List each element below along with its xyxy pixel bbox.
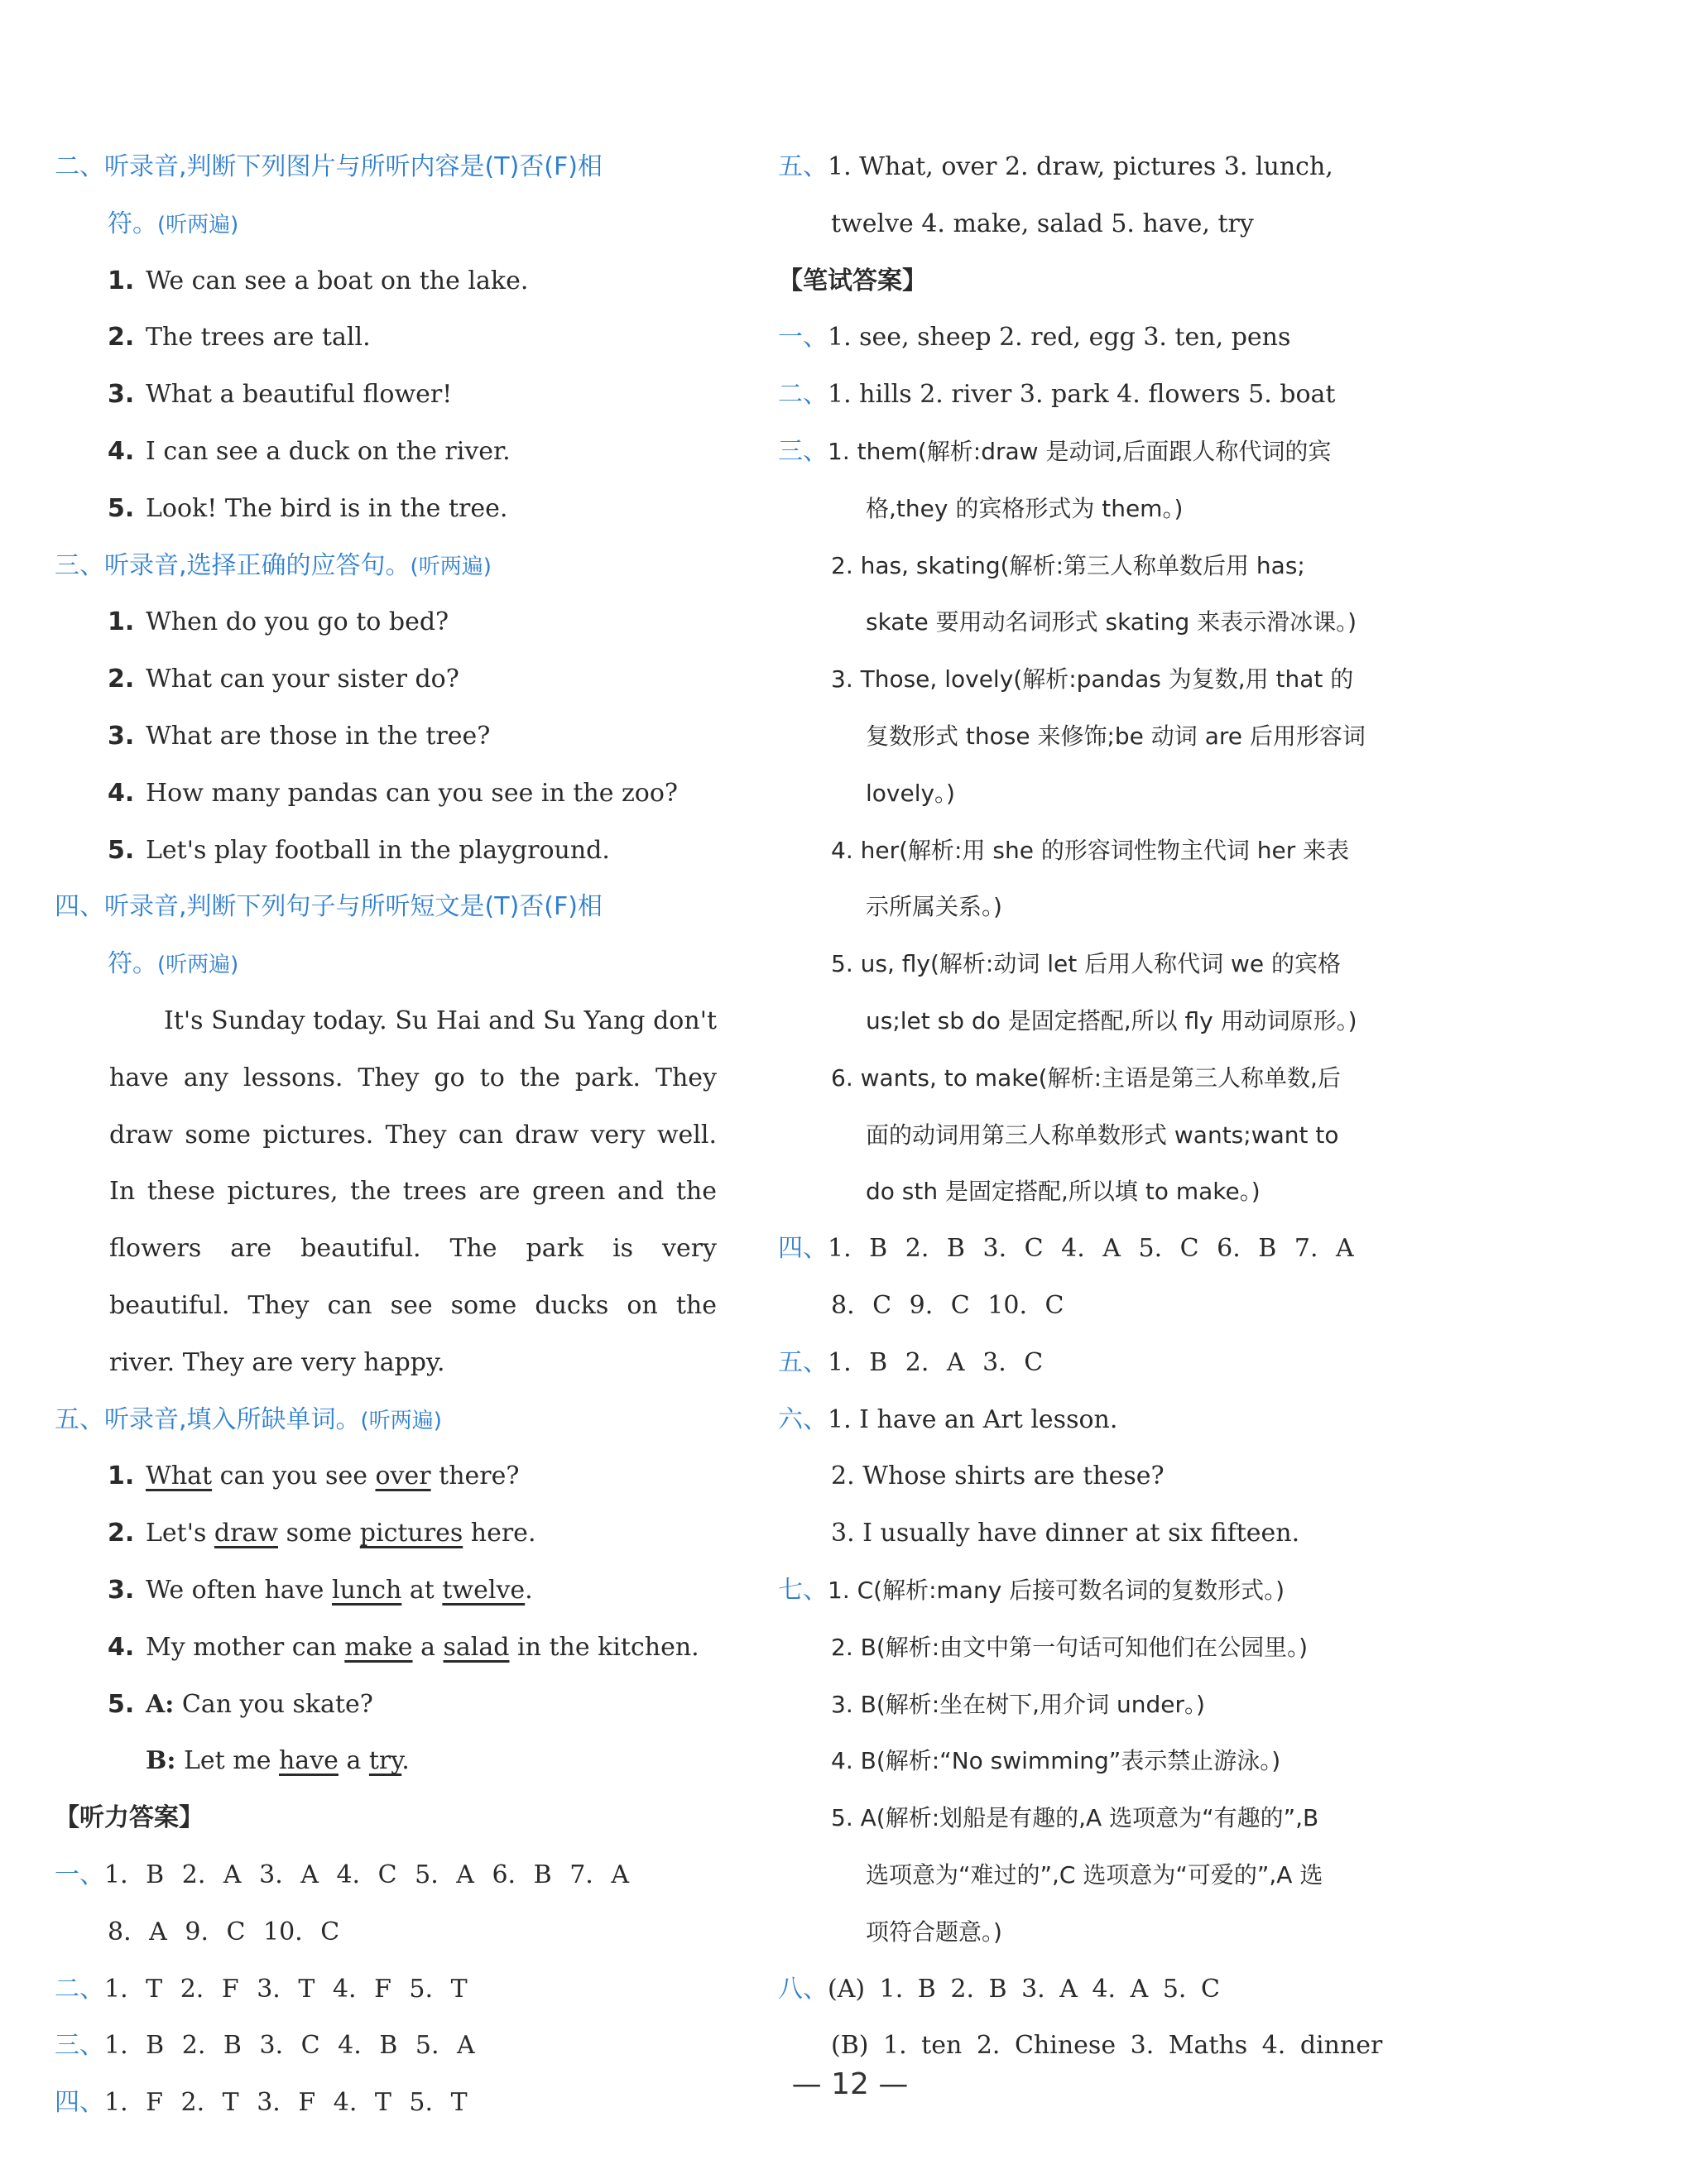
section-5-title: 五、听录音,填入所缺单词。(听两遍): [55, 1404, 442, 1434]
answer-row: 二、1. hills 2. river 3. park 4. flowers 5. boat: [778, 380, 1336, 410]
answer-row: 3. Those, lovely(解析:pandas 为复数,用 that 的: [831, 665, 1354, 694]
section-4-title: 四、听录音,判断下列句子与所听短文是(T)否(F)相: [55, 892, 603, 922]
answer-row: 五、1. What, over 2. draw, pictures 3. lunch,: [778, 152, 1333, 181]
answer-row: 2. has, skating(解析:第三人称单数后用 has;: [831, 551, 1305, 579]
fill-item: 5. A: Can you skate?: [108, 1689, 373, 1719]
answer-row: 面的动词用第三人称单数形式 wants;want to: [866, 1121, 1339, 1149]
left-column: [55, 139, 717, 2132]
answer-row: 4. B(解析:“No swimming”表示禁止游泳。): [831, 1747, 1281, 1775]
answer-row: 5. us, fly(解析:动词 let 后用人称代词 we 的宾格: [831, 950, 1342, 978]
answer-row: 三、1. them(解析:draw 是动词,后面跟人称代词的宾: [778, 436, 1332, 466]
answer-row: 8. C 9. C 10. C: [831, 1290, 1064, 1320]
answer-row: 六、1. I have an Art lesson.: [778, 1404, 1118, 1434]
answer-row: 3. B(解析:坐在树下,用介词 under。): [831, 1690, 1205, 1718]
answer-row: 选项意为“难过的”,C 选项意为“可爱的”,A 选: [866, 1860, 1323, 1889]
fill-item: 4. My mother can make a salad in the kitchen.: [108, 1632, 699, 1662]
answer-row: skate 要用动名词形式 skating 来表示滑冰课。): [866, 608, 1357, 636]
answer-row: 5. A(解析:划船是有趣的,A 选项意为“有趣的”,B: [831, 1804, 1319, 1832]
answer-row: 8. A 9. C 10. C: [108, 1917, 340, 1946]
section-2-title: 二、听录音,判断下列图片与所听内容是(T)否(F)相: [55, 152, 603, 181]
list-item: 2. What can your sister do?: [108, 665, 459, 694]
list-item: 1. When do you go to bed?: [108, 607, 449, 637]
listening-answers-heading: 【听力答案】: [55, 1803, 204, 1833]
fill-item: 3. We often have lunch at twelve.: [108, 1575, 533, 1605]
section-4-title-cont: 符。(听两遍): [108, 949, 239, 979]
fill-item: B: Let me have a try.: [146, 1746, 410, 1776]
answer-row: 四、1. B 2. B 3. C 4. A 5. C 6. B 7. A: [778, 1234, 1354, 1264]
passage: It's Sunday today. Su Hai and Su Yang don't have any lessons. They go to the park. They draw some pictures. They can draw very well. In these pictures, the trees are green and the flowers are beautiful. The park is very beautiful. They can see some ducks on the river. They are very happy.: [109, 1006, 717, 1377]
answer-row: 一、1. see, sheep 2. red, egg 3. ten, pens: [778, 323, 1291, 353]
answer-row: 格,they 的宾格形式为 them。): [866, 494, 1184, 522]
list-item: 4. I can see a duck on the river.: [108, 436, 511, 466]
section-2-title-cont: 符。(听两遍): [108, 209, 239, 238]
answer-row: 复数形式 those 来修饰;be 动词 are 后用形容词: [866, 722, 1366, 750]
answer-row: lovely。): [866, 779, 955, 807]
fill-item: 1. What can you see over there?: [108, 1462, 520, 1491]
list-item: 1. We can see a boat on the lake.: [108, 266, 529, 295]
answer-row: do sth 是固定搭配,所以填 to make。): [866, 1178, 1261, 1206]
answer-row: 五、1. B 2. A 3. C: [778, 1347, 1044, 1377]
answer-row: 三、1. B 2. B 3. C 4. B 5. A: [55, 2031, 475, 2061]
answer-row: 4. her(解析:用 she 的形容词性物主代词 her 来表: [831, 836, 1350, 864]
written-answers-heading: 【笔试答案】: [778, 266, 927, 295]
list-item: 5. Let's play football in the playground.: [108, 835, 610, 865]
list-item: 3. What a beautiful flower!: [108, 380, 453, 410]
answer-row: 3. I usually have dinner at six fifteen.: [831, 1519, 1300, 1548]
answer-row: 八、(A) 1. B 2. B 3. A 4. A 5. C: [778, 1974, 1220, 2004]
answer-row: 二、1. T 2. F 3. T 4. F 5. T: [55, 1974, 468, 2004]
answer-row: 2. B(解析:由文中第一句话可知他们在公园里。): [831, 1633, 1309, 1661]
right-column: [778, 139, 1440, 2075]
list-item: 5. Look! The bird is in the tree.: [108, 493, 508, 523]
answer-row: 一、1. B 2. A 3. A 4. C 5. A 6. B 7. A: [55, 1860, 630, 1889]
section-3-title: 三、听录音,选择正确的应答句。(听两遍): [55, 550, 492, 580]
answer-row: 示所属关系。): [866, 893, 1002, 921]
answer-row: 6. wants, to make(解析:主语是第三人称单数,后: [831, 1063, 1341, 1092]
answer-row: 2. Whose shirts are these?: [831, 1462, 1165, 1491]
answer-row: 项符合题意。): [866, 1918, 1002, 1946]
fill-item: 2. Let's draw some pictures here.: [108, 1519, 536, 1548]
answer-row: 四、1. F 2. T 3. F 4. T 5. T: [55, 2088, 468, 2118]
list-item: 3. What are those in the tree?: [108, 721, 491, 751]
answer-row: us;let sb do 是固定搭配,所以 fly 用动词原形。): [866, 1006, 1357, 1034]
page-number: — 12 —: [791, 2067, 909, 2101]
answer-row: (B) 1. ten 2. Chinese 3. Maths 4. dinner: [831, 2031, 1383, 2061]
answer-row: twelve 4. make, salad 5. have, try: [831, 209, 1254, 238]
answer-row: 七、1. C(解析:many 后接可数名词的复数形式。): [778, 1575, 1285, 1605]
list-item: 2. The trees are tall.: [108, 323, 371, 353]
list-item: 4. How many pandas can you see in the zoo?: [108, 778, 678, 808]
